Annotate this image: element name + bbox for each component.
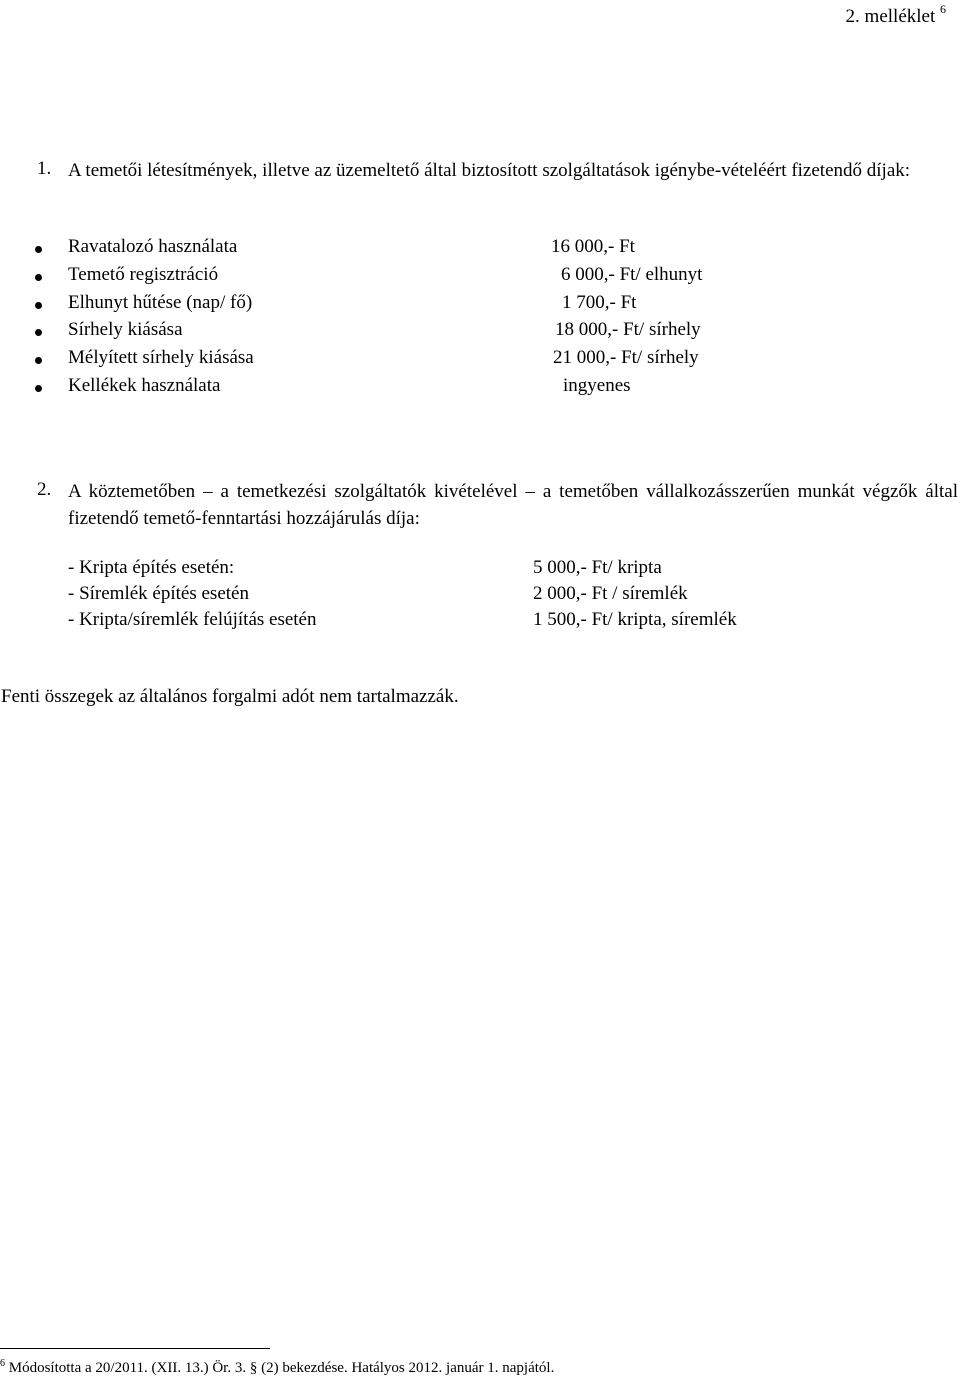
bullet-icon [35, 329, 42, 336]
section-1-number: 1. [37, 158, 52, 179]
bullet-icon [35, 274, 42, 281]
fee-label: Sírhely kiásása [68, 319, 183, 340]
footnote [0, 1358, 554, 1377]
contribution-row [0, 583, 960, 609]
section-2-number: 2. [37, 479, 52, 500]
fee-row [0, 292, 960, 320]
contribution-row [0, 609, 960, 635]
annex-header [846, 2, 946, 28]
bullet-icon [35, 357, 42, 364]
fee-value: 1 700,- Ft [562, 292, 637, 313]
fee-value: 21 000,- Ft/ sírhely [553, 347, 699, 368]
vat-note: Fenti összegek az általános forgalmi adót nem tartalmazzák. [1, 686, 459, 707]
contribution-label: - Síremlék építés esetén [68, 583, 249, 604]
fee-label: Kellékek használata [68, 375, 221, 396]
fee-row [0, 375, 960, 403]
annex-label: 2. melléklet [845, 6, 936, 27]
section-1-intro: A temetői létesítmények, illetve az üzemeltető által biztosított szolgáltatások igénybe-vételéért fizetendő díjak: [68, 160, 911, 181]
fee-label: Mélyített sírhely kiásása [68, 347, 254, 368]
contribution-label: - Kripta/síremlék felújítás esetén [68, 609, 317, 630]
fee-row [0, 264, 960, 292]
footnote-number: 6 [0, 1358, 5, 1369]
footnote-text: Módosította a 20/2011. (XII. 13.) Ör. 3. § (2) bekezdése. Hatályos 2012. január 1. napjától. [8, 1360, 555, 1376]
contribution-value: 1 500,- Ft/ kripta, síremlék [533, 609, 737, 630]
fee-value: ingyenes [563, 375, 631, 396]
fee-row [0, 347, 960, 375]
fee-value: 6 000,- Ft/ elhunyt [561, 264, 703, 285]
fee-label: Ravatalozó használata [68, 236, 238, 257]
fee-label: Elhunyt hűtése (nap/ fő) [68, 292, 253, 313]
fee-value: 18 000,- Ft/ sírhely [555, 319, 701, 340]
contribution-row [0, 557, 960, 583]
bullet-icon [35, 246, 42, 253]
bullet-icon [35, 385, 42, 392]
fee-row [0, 236, 960, 264]
section-2-intro: A köztemetőben – a temetkezési szolgáltatók kivételével – a temetőben vállalkozásszerűen munkát végzők által fizetendő temető-fenntartási hozzájárulás díja: [68, 481, 958, 529]
fee-label: Temető regisztráció [68, 264, 219, 285]
contribution-value: 5 000,- Ft/ kripta [533, 557, 662, 578]
bullet-icon [35, 302, 42, 309]
fee-value: 16 000,- Ft [551, 236, 635, 257]
contribution-value: 2 000,- Ft / síremlék [533, 583, 688, 604]
contribution-label: - Kripta építés esetén: [68, 557, 235, 578]
footnote-divider [0, 1348, 270, 1349]
footnote-reference: 6 [940, 2, 946, 16]
fee-row [0, 319, 960, 347]
